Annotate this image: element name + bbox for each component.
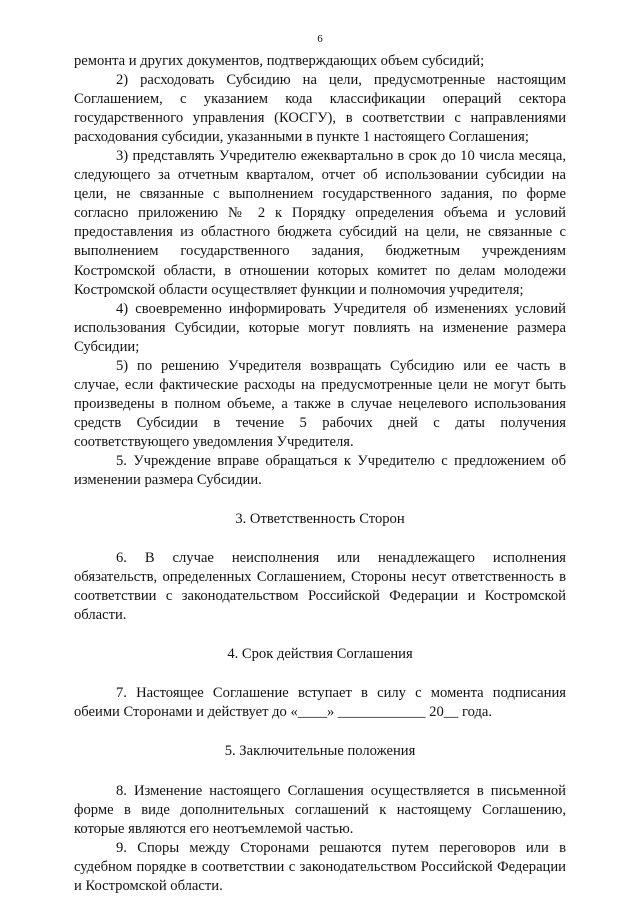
paragraph-5-right: 5. Учреждение вправе обращаться к Учредителю с предложением об изменении размера Субсидии. [74, 452, 566, 489]
page-number: 6 [317, 33, 323, 45]
paragraph-9: 9. Споры между Сторонами решаются путем переговоров или в судебном порядке в соответствии с законодательством Российской Федерации и Костромской области. [74, 839, 566, 894]
section-3-title: 3. Ответственность Сторон [235, 511, 405, 528]
paragraph-8: 8. Изменение настоящего Соглашения осуществляется в письменной форме в виде дополнительных соглашений к настоящему Соглашению, которые являются его неотъемлемой частью. [74, 782, 566, 837]
paragraph-continuation: ремонта и других документов, подтверждающих объем субсидий; [74, 53, 485, 69]
paragraph-7: 7. Настоящее Соглашение вступает в силу с момента подписания обеими Сторонами и действует до «____» ____________ 20__ года. [74, 685, 566, 721]
document-body [74, 52, 566, 896]
paragraph-5: 5) по решению Учредителя возвращать Субсидию или ее часть в случае, если фактические расходы на предусмотренные цели не могут быть произведены в полном объеме, а также в случае нецелевого использования средств Субсидии в течение 5 рабочих дней с даты получения соответствующего уведомления Учредителя. [74, 357, 566, 450]
section-4-title: 4. Срок действия Соглашения [227, 646, 413, 663]
paragraph-4: 4) своевременно информировать Учредителя об изменениях условий использования Субсидии, которые могут повлиять на изменение размера Субсидии; [74, 300, 566, 355]
paragraph-2: 2) расходовать Субсидию на цели, предусмотренные настоящим Соглашением, с указанием кода классификации операций сектора государственного управления (КОСГУ), в соответствии с направлениями расходования субсидии, указанными в пункте 1 настоящего Соглашения; [74, 72, 566, 146]
section-5-title: 5. Заключительные положения [224, 743, 416, 760]
paragraph-6: 6. В случае неисполнения или ненадлежащего исполнения обязательств, определенных Соглашением, Стороны несут ответственность в соответствии с законодательством Российской Федерации и Костромской области. [74, 550, 566, 624]
paragraph-3: 3) представлять Учредителю ежеквартально в срок до 10 числа месяца, следующего за отчетным кварталом, отчет об использовании субсидии на цели, не связанные с выполнением государственного задания, по форме согласно приложению № 2 к Порядку определения объема и условий предоставления из областного бюджета субсидий на цели, не связанные с выполнением государственного задания, бюджетным учреждениям Костромской области, в отношении которых комитет по делам молодежи Костромской области осуществляет функции и полномочия учредителя; [74, 148, 566, 298]
